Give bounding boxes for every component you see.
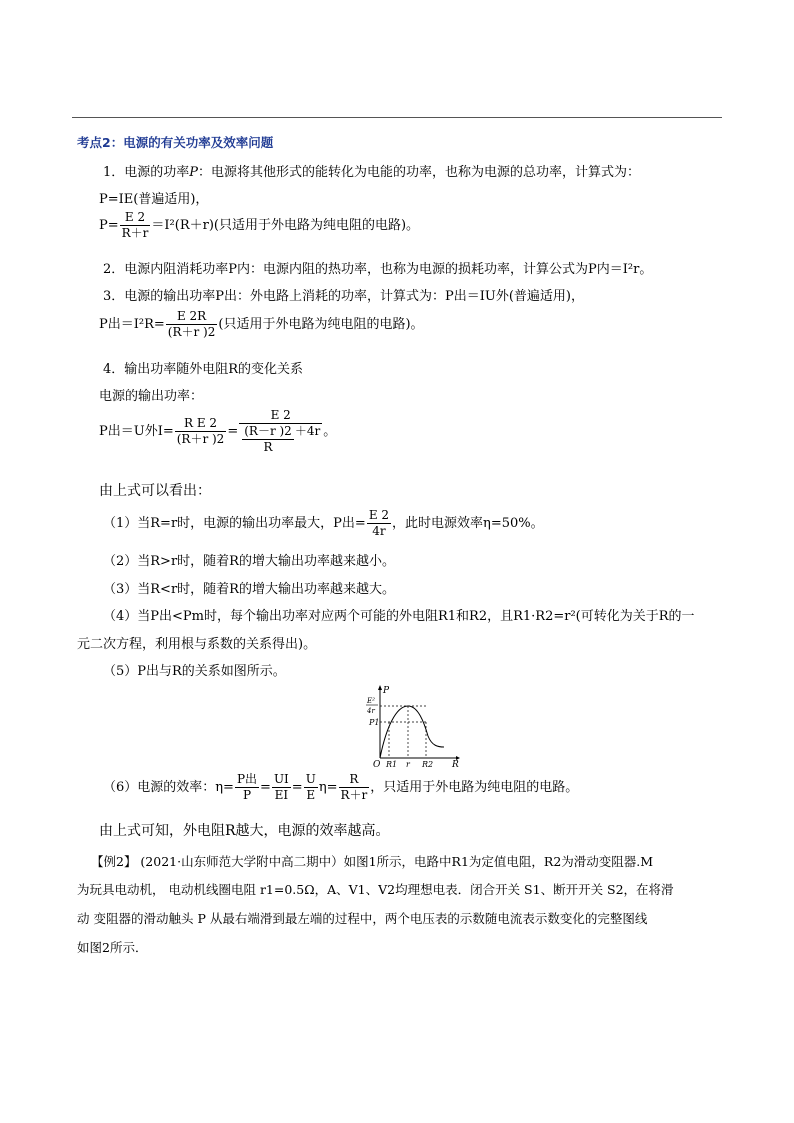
fraction-2 xyxy=(272,772,291,803)
numerator: R xyxy=(339,772,370,788)
fraction-2 xyxy=(239,408,322,455)
c6-lead: （6）电源的效率：η= xyxy=(103,780,234,795)
p1-label: P1 xyxy=(369,718,380,727)
fraction xyxy=(367,508,391,539)
fraction-1 xyxy=(235,772,259,803)
numerator: E 2 xyxy=(239,408,322,424)
example-line-3: 动 变阻器的滑动触头 P 从最右端滑到最左端的过程中，两个电压表的示数随电流表示数变化的完整图线 xyxy=(77,911,648,926)
example-line-2: 为玩具电动机， 电动机线圈电阻 r1=0.5Ω，A、V1、V2均理想电表．闭合开关 S1、断开开关 S2，在将滑 xyxy=(77,882,674,897)
period: 。 xyxy=(323,424,337,439)
fraction xyxy=(166,309,218,340)
pmax-num: E² xyxy=(367,697,375,705)
formula-p-out xyxy=(99,309,424,340)
denominator: R＋r xyxy=(121,226,149,240)
header-rule xyxy=(72,117,722,118)
section-title: 考点2：电源的有关功率及效率问题 xyxy=(77,135,274,150)
p1-var: P xyxy=(189,165,199,180)
y-arrow-icon xyxy=(378,685,382,690)
denominator: E xyxy=(306,788,316,802)
r2-label: R2 xyxy=(422,760,434,768)
case-4b: 元二次方程，利用根与系数的关系得出)。 xyxy=(77,637,317,652)
p1-lead: 1．电源的功率 xyxy=(103,165,190,180)
fraction-4 xyxy=(339,772,370,803)
case-6 xyxy=(103,772,578,803)
denominator xyxy=(239,424,322,455)
denominator: (R＋r )2 xyxy=(167,325,216,339)
case-3: （3）当R<r时，随着R的增大输出功率越来越大。 xyxy=(103,582,395,597)
case-2: （2）当R>r时，随着R的增大输出功率越来越小。 xyxy=(103,554,395,569)
formula-output-power xyxy=(99,408,336,455)
denominator: EI xyxy=(274,788,289,802)
origin-label: O xyxy=(373,760,381,768)
para-3: 3．电源的输出功率P出：外电路上消耗的功率，计算式为：P出＝IU外(普遍适用)， xyxy=(103,289,585,304)
para-4: 4．输出功率随外电阻R的变化关系 xyxy=(103,362,304,377)
para-1 xyxy=(103,161,640,180)
c6-tail: ，只适用于外电路为纯电阻的电路。 xyxy=(370,780,579,795)
example-line-1: 【例2】 (2021·山东师范大学附中高二期中）如图1所示，电路中R1为定值电阻，R2为滑动变阻器.M xyxy=(91,854,654,869)
p1-text: ：电源将其他形式的能转化为电能的功率，也称为电源的总功率，计算式为： xyxy=(198,165,641,180)
denominator: 4r xyxy=(372,524,386,538)
inner-fraction xyxy=(242,424,294,455)
f-left: P= xyxy=(99,218,119,233)
power-vs-resistance-graph xyxy=(362,684,462,768)
r1-label: R1 xyxy=(386,760,398,768)
para-2: 2．电源内阻消耗功率P内：电源内阻的热功率，也称为电源的损耗功率，计算公式为P内＝I²r。 xyxy=(103,262,653,277)
x-label: R xyxy=(452,760,459,768)
case-1 xyxy=(103,508,544,539)
f-right: (只适用于外电路为纯电阻的电路)。 xyxy=(218,317,424,332)
y-label: P xyxy=(383,686,390,696)
eta: η= xyxy=(318,780,338,795)
denominator: (R＋r )2 xyxy=(176,432,225,446)
numerator: E 2R xyxy=(166,309,218,325)
inner-numerator: (R－r )2 xyxy=(244,424,292,438)
numerator: UI xyxy=(273,772,289,786)
plus-4r: ＋4r xyxy=(294,424,321,438)
f-left: P出＝U外I= xyxy=(99,424,174,439)
fraction-1 xyxy=(175,416,227,447)
denominator: R＋r xyxy=(340,788,368,802)
fraction-3 xyxy=(304,772,318,803)
inner-denominator: R xyxy=(263,440,273,454)
power-curve xyxy=(380,706,444,758)
case-5: （5）P出与R的关系如图所示。 xyxy=(103,664,286,679)
numerator: P出 xyxy=(236,772,258,786)
f-left: P出＝I²R= xyxy=(99,317,165,332)
formula-p-total xyxy=(99,210,419,241)
fraction xyxy=(120,210,151,241)
equals: = xyxy=(227,424,239,439)
r-label: r xyxy=(406,760,410,768)
pmax-den: 4r xyxy=(367,707,375,715)
numerator: E 2 xyxy=(120,210,151,226)
numerator: U xyxy=(305,772,316,786)
denominator: P xyxy=(242,788,252,802)
c1-right: ，此时电源效率η=50%。 xyxy=(392,516,544,531)
case-4a: （4）当P出<Pm时，每个输出功率对应两个可能的外电阻R1和R2，且R1·R2=r²(可转化为关于R的一 xyxy=(103,609,695,624)
f-right: ＝I²(R＋r)(只适用于外电路为纯电阻的电路)。 xyxy=(151,218,420,233)
numerator: R E 2 xyxy=(175,416,227,432)
numerator: E 2 xyxy=(368,508,390,522)
formula-p-ie: P=IE(普遍适用)， xyxy=(99,192,209,207)
example-line-4: 如图2所示． xyxy=(77,940,148,955)
c1-left: （1）当R=r时，电源的输出功率最大，P出= xyxy=(103,516,366,531)
equals: = xyxy=(260,780,271,795)
para-4-sub: 电源的输出功率： xyxy=(99,389,204,404)
efficiency-conclusion: 由上式可知，外电阻R越大，电源的效率越高。 xyxy=(99,823,390,839)
equals: = xyxy=(291,780,303,795)
conclusion-lead: 由上式可以看出： xyxy=(99,483,211,499)
